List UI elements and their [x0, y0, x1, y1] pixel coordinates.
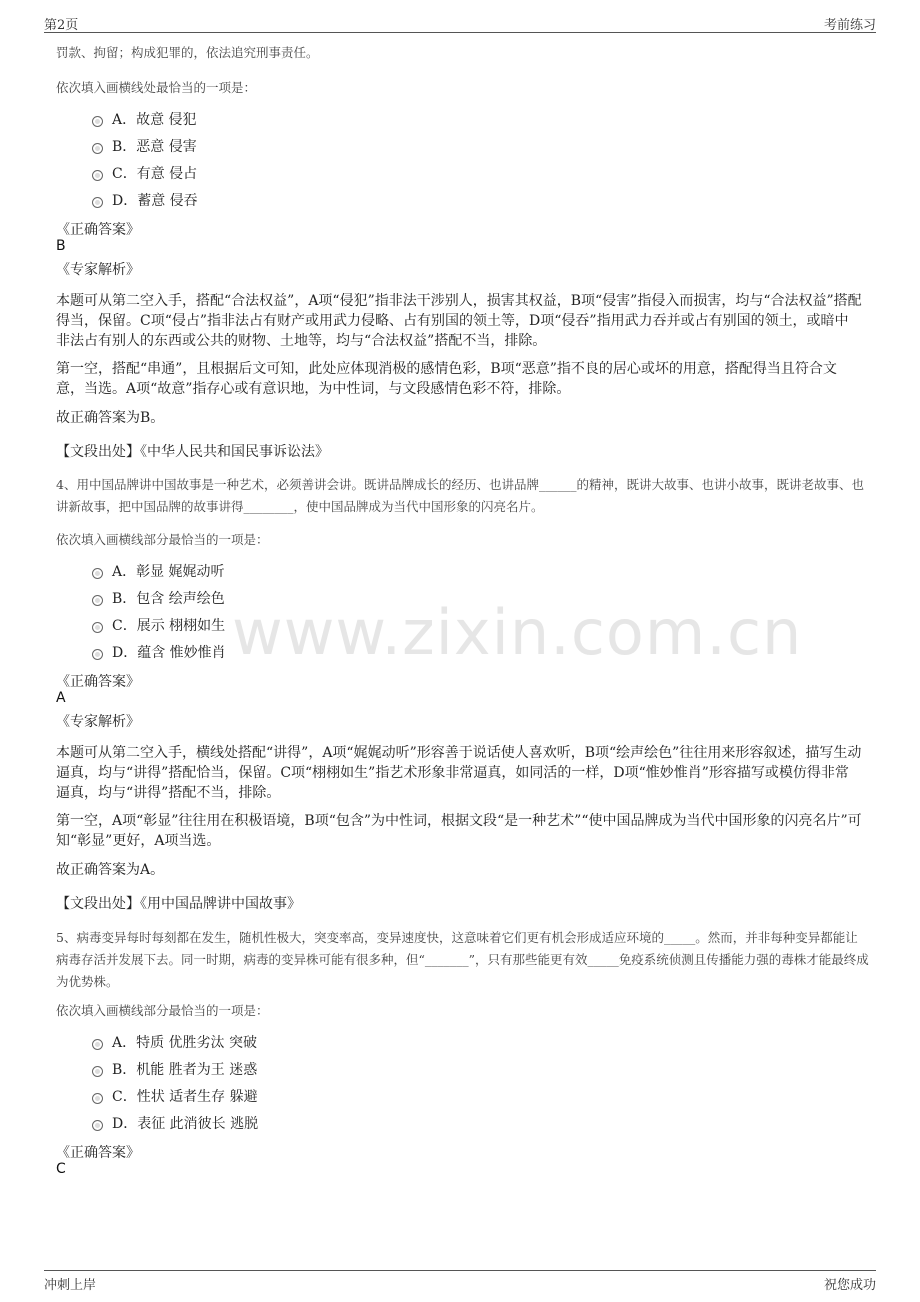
- q5-option-c[interactable]: C．性状 适者生存 躲避: [92, 1087, 258, 1107]
- q3-answer-label: 《正确答案》: [56, 222, 140, 238]
- radio-icon[interactable]: [92, 143, 103, 154]
- q3-analysis-2: 第一空，搭配“串通”，且根据后文可知，此处应体现消极的感情色彩，B项“恶意”指不良的居心或坏的用意，搭配得当且符合文意，当选。A项“故意”指存心或有意识地，为中性词，与文段感情色彩不符，排除。: [56, 361, 837, 397]
- q4-prompt: 依次填入画横线部分最恰当的一项是：: [56, 532, 269, 547]
- page-header: [44, 12, 876, 33]
- radio-icon[interactable]: [92, 1120, 103, 1131]
- q3-option-c[interactable]: C．有意 侵占: [92, 164, 197, 184]
- q5-answer: C: [56, 1161, 66, 1177]
- q4-stem: 4、用中国品牌讲中国故事是一种艺术，必须善讲会讲。既讲品牌成长的经历、也讲品牌______的精神，既讲大故事、也讲小故事，既讲老故事、也讲新故事，把中国品牌的故事讲得________，使中国品牌成为当代中国形象的闪亮名片。: [56, 477, 864, 514]
- radio-icon[interactable]: [92, 595, 103, 606]
- q3-conclusion: 故正确答案为B。: [56, 410, 165, 426]
- q3-prompt: 依次填入画横线处最恰当的一项是：: [56, 80, 257, 95]
- q3-answer: B: [56, 238, 66, 254]
- q4-answer: A: [56, 690, 66, 706]
- q5-prompt: 依次填入画横线部分最恰当的一项是：: [56, 1003, 269, 1018]
- q3-stem-tail: 罚款、拘留；构成犯罪的，依法追究刑事责任。: [56, 45, 319, 60]
- q3-analysis-label: 《专家解析》: [56, 262, 140, 278]
- q4-conclusion: 故正确答案为A。: [56, 862, 165, 878]
- radio-icon[interactable]: [92, 622, 103, 633]
- q3-option-a[interactable]: A．故意 侵犯: [92, 110, 197, 130]
- q4-source: 【文段出处】《用中国品牌讲中国故事》: [56, 896, 301, 912]
- q5-stem: 5、病毒变异每时每刻都在发生，随机性极大，突变率高，变异速度快，这意味着它们更有机会形成适应环境的_____。然而，并非每种变异都能让病毒存活并发展下去。同一时期，病毒的变异株可能有很多种，但“_______”，只有那些能更有效_____免疫系统侦测且传播能力强的毒株才能最终成为优势株。: [56, 930, 869, 989]
- q3-source: 【文段出处】《中华人民共和国民事诉讼法》: [56, 444, 329, 460]
- radio-icon[interactable]: [92, 1093, 103, 1104]
- q5-answer-label: 《正确答案》: [56, 1145, 140, 1161]
- q3-option-d[interactable]: D．蓄意 侵吞: [92, 191, 198, 211]
- page-number: 第2页: [44, 18, 79, 33]
- q4-option-b[interactable]: B．包含 绘声绘色: [92, 589, 225, 609]
- radio-icon[interactable]: [92, 197, 103, 208]
- radio-icon[interactable]: [92, 1066, 103, 1077]
- footer-left-text: 冲刺上岸: [44, 1278, 97, 1293]
- q4-option-c[interactable]: C．展示 栩栩如生: [92, 616, 225, 636]
- header-title: 考前练习: [823, 18, 876, 33]
- q4-analysis-1: 本题可从第二空入手，横线处搭配“讲得”，A项“娓娓动听”形容善于说话使人喜欢听，B项“绘声绘色”往往用来形容叙述，描写生动逼真，均与“讲得”搭配恰当，保留。C项“栩栩如生”指艺术形象非常逼真，如同活的一样，D项“惟妙惟肖”形容描写或模仿得非常逼真，均与“讲得”搭配不当，排除。: [56, 745, 862, 801]
- footer-right-text: 祝您成功: [823, 1278, 876, 1293]
- q4-analysis-label: 《专家解析》: [56, 714, 140, 730]
- radio-icon[interactable]: [92, 568, 103, 579]
- q3-option-b[interactable]: B．恶意 侵害: [92, 137, 197, 157]
- q4-option-a[interactable]: A．彰显 娓娓动听: [92, 562, 225, 582]
- q3-analysis-1: 本题可从第二空入手，搭配“合法权益”，A项“侵犯”指非法干涉别人，损害其权益，B项“侵害”指侵入而损害，均与“合法权益”搭配得当，保留。C项“侵占”指非法占有财产或用武力侵略、占有别国的领土等，D项“侵吞”指用武力吞并或占有别国的领土，或暗中非法占有别人的东西或公共的财物、土地等，均与“合法权益”搭配不当，排除。: [56, 293, 862, 349]
- q5-option-b[interactable]: B．机能 胜者为王 迷惑: [92, 1060, 257, 1080]
- q4-answer-label: 《正确答案》: [56, 674, 140, 690]
- watermark: www.zixin.com.cn: [232, 596, 803, 669]
- q5-option-a[interactable]: A．特质 优胜劣汰 突破: [92, 1033, 257, 1053]
- radio-icon[interactable]: [92, 116, 103, 127]
- page-footer: [44, 1270, 876, 1291]
- radio-icon[interactable]: [92, 170, 103, 181]
- radio-icon[interactable]: [92, 1039, 103, 1050]
- q5-option-d[interactable]: D．表征 此消彼长 逃脱: [92, 1114, 258, 1134]
- q4-analysis-2: 第一空，A项“彰显”往往用在积极语境，B项“包含”为中性词，根据文段“是一种艺术”“使中国品牌成为当代中国形象的闪亮名片”可知“彰显”更好，A项当选。: [56, 813, 862, 849]
- radio-icon[interactable]: [92, 649, 103, 660]
- q4-option-d[interactable]: D．蕴含 惟妙惟肖: [92, 643, 226, 663]
